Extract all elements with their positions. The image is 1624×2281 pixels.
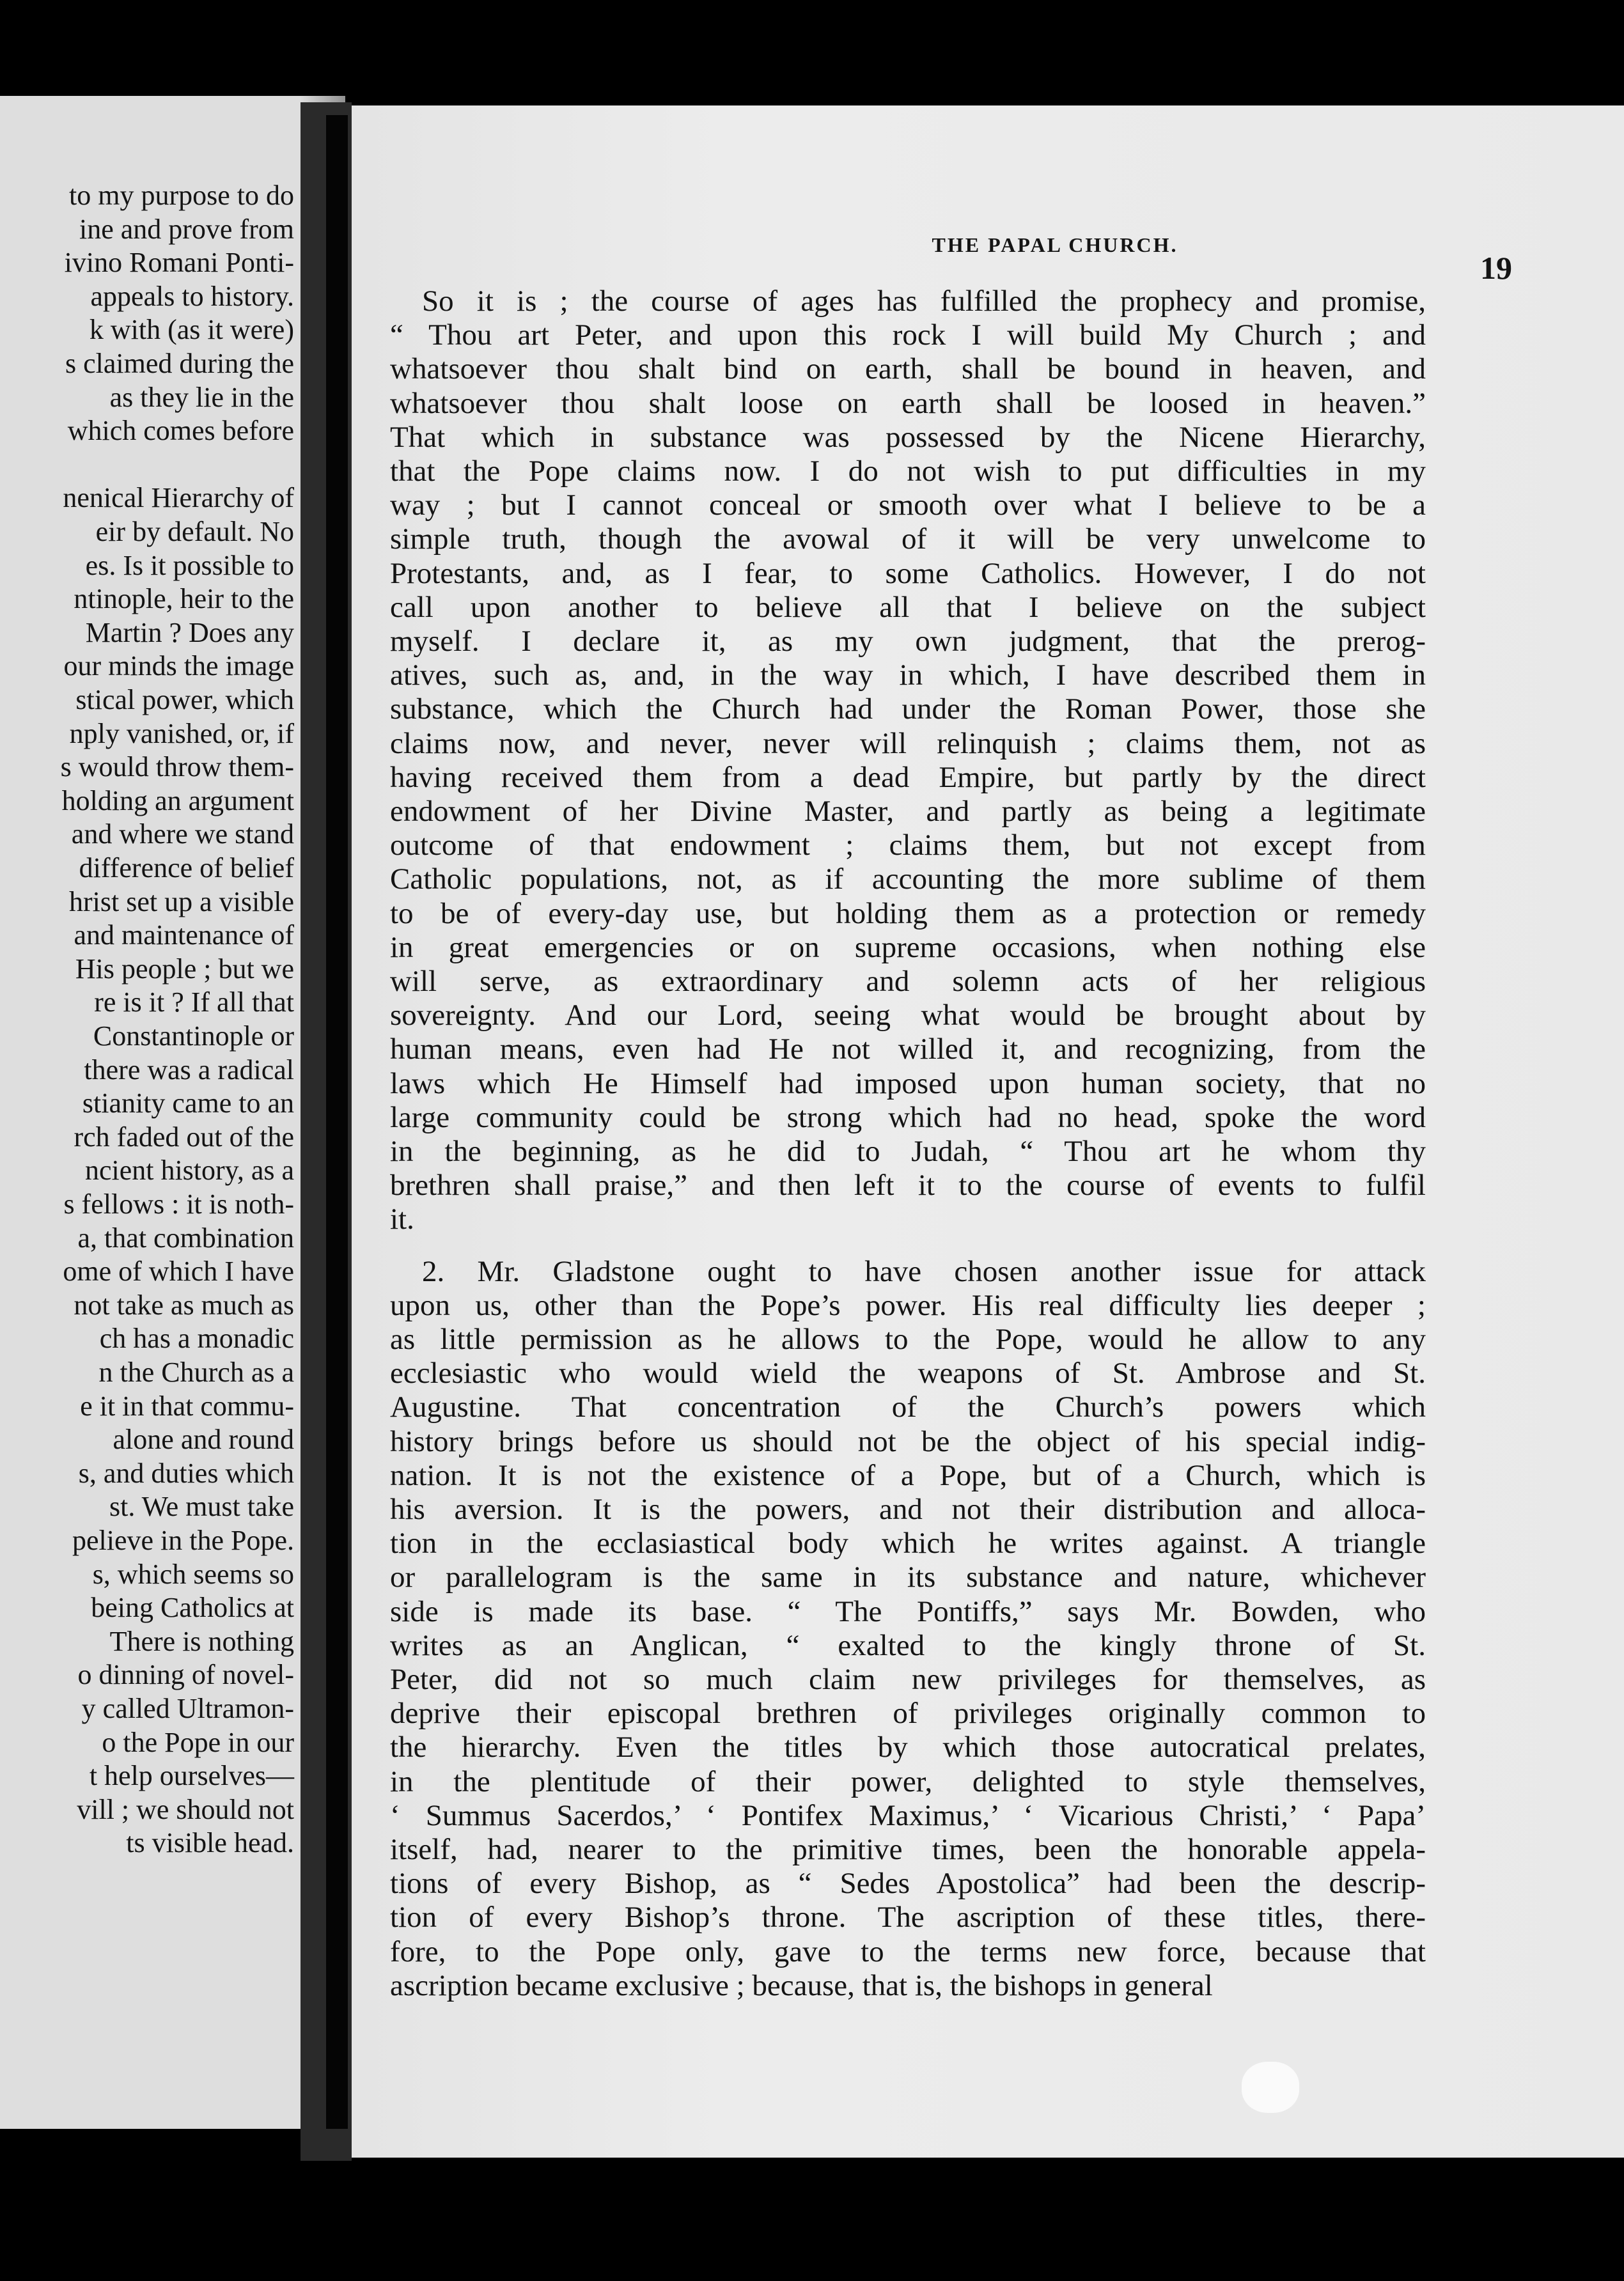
right-text-line: as little permission as he allows to the Pope, would he allow to any bbox=[390, 1323, 1426, 1356]
right-text-line: will serve, as extraordinary and solemn acts of her religious bbox=[390, 965, 1426, 998]
left-text-line: s fellows : it is noth- bbox=[63, 1188, 294, 1220]
left-text-line: appeals to history. bbox=[90, 280, 294, 312]
left-text-line: n the Church as a bbox=[98, 1357, 294, 1388]
running-head: THE PAPAL CHURCH. bbox=[932, 233, 1178, 256]
left-text-line: s claimed during the bbox=[65, 348, 294, 379]
left-text-line: ntinople, heir to the bbox=[74, 583, 294, 615]
left-text-line: nply vanished, or, if bbox=[69, 717, 294, 749]
left-text-line: a, that combination bbox=[77, 1222, 294, 1254]
right-text-line: large community could be strong which had no head, spoke the word bbox=[390, 1100, 1426, 1134]
right-text-line: call upon another to believe all that I believe on the subject bbox=[390, 590, 1426, 624]
left-text-line: which comes before bbox=[67, 415, 294, 447]
left-text-line: and maintenance of bbox=[74, 919, 294, 951]
left-text-line: holding an argument bbox=[61, 784, 294, 816]
left-text-line: ome of which I have bbox=[63, 1256, 294, 1288]
right-text-line: atives, such as, and, in the way in which, I have described them in bbox=[390, 658, 1426, 692]
right-text-line: in great emergencies or on supreme occasions, when nothing else bbox=[390, 930, 1426, 964]
right-text-line: endowment of her Divine Master, and partly as being a legitimate bbox=[390, 795, 1426, 828]
right-text-line: itself, had, nearer to the primitive times, been the honorable appela- bbox=[390, 1833, 1426, 1866]
left-text-line: eir by default. No bbox=[95, 516, 294, 547]
left-text-line: s, which seems so bbox=[92, 1558, 294, 1590]
right-text-line: writes as an Anglican, “ exalted to the kingly throne of St. bbox=[390, 1628, 1426, 1662]
left-text-line: es. Is it possible to bbox=[85, 549, 294, 581]
right-text-line: So it is ; the course of ages has fulfilled the prophecy and promise, bbox=[422, 284, 1426, 318]
right-text-line: Protestants, and, as I fear, to some Catholics. However, I do not bbox=[390, 556, 1426, 590]
left-text-line: rch faded out of the bbox=[74, 1121, 294, 1153]
left-text-line: there was a radical bbox=[84, 1054, 294, 1086]
right-text-line: having received them from a dead Empire, but partly by the direct bbox=[390, 760, 1426, 794]
left-text-line: nenical Hierarchy of bbox=[63, 482, 294, 514]
left-page bbox=[0, 96, 345, 2129]
right-text-line: human means, even had He not willed it, and recognizing, from the bbox=[390, 1032, 1426, 1066]
left-text-line: s, and duties which bbox=[78, 1457, 294, 1489]
right-text-line: way ; but I cannot conceal or smooth over what I believe to be a bbox=[390, 488, 1426, 522]
right-text-line: Augustine. That concentration of the Church’s powers which bbox=[390, 1390, 1426, 1424]
right-text-line: Peter, did not so much claim new privileges for themselves, as bbox=[390, 1663, 1426, 1696]
right-text-line: it. bbox=[390, 1203, 414, 1236]
ink-blot bbox=[1242, 2062, 1299, 2113]
right-text-line: tions of every Bishop, as “ Sedes Apostolica” had been the descrip- bbox=[390, 1867, 1426, 1901]
right-text-line: deprive their episcopal brethren of privileges originally common to bbox=[390, 1697, 1426, 1731]
right-text-line: myself. I declare it, as my own judgment, that the prerog- bbox=[390, 625, 1426, 658]
left-text-line: stianity came to an bbox=[82, 1087, 294, 1119]
left-text-line: as they lie in the bbox=[109, 381, 294, 413]
left-text-line: being Catholics at bbox=[91, 1592, 294, 1624]
left-text-line: difference of belief bbox=[79, 852, 294, 884]
left-text-line: y called Ultramon- bbox=[81, 1693, 294, 1724]
left-text-line: re is it ? If all that bbox=[94, 986, 294, 1018]
right-text-line: that the Pope claims now. I do not wish to put difficulties in my bbox=[390, 455, 1426, 488]
right-text-line: “ Thou art Peter, and upon this rock I will build My Church ; and bbox=[390, 318, 1426, 352]
left-text-line: vill ; we should not bbox=[77, 1793, 294, 1825]
left-text-line: ine and prove from bbox=[79, 213, 294, 245]
left-text-line: o dinning of novel- bbox=[77, 1659, 294, 1691]
right-text-line: side is made its base. “ The Pontiffs,” says Mr. Bowden, who bbox=[390, 1594, 1426, 1628]
left-text-line: our minds the image bbox=[63, 650, 294, 682]
left-text-line: k with (as it were) bbox=[89, 314, 294, 346]
right-text-line: to be of every-day use, but holding them as a protection or remedy bbox=[390, 896, 1426, 930]
right-text-line: simple truth, though the avowal of it will be very unwelcome to bbox=[390, 522, 1426, 556]
left-text-line: s would throw them- bbox=[60, 751, 294, 783]
left-text-line: ts visible head. bbox=[126, 1827, 294, 1859]
right-text-line: Catholic populations, not, as if accounting the more sublime of them bbox=[390, 862, 1426, 896]
right-text-line: tion of every Bishop’s throne. The ascription of these titles, there- bbox=[390, 1901, 1426, 1935]
gutter-dark-bar bbox=[326, 115, 348, 2129]
right-text-line: whatsoever thou shalt loose on earth shall be loosed in heaven.” bbox=[390, 386, 1426, 420]
right-text-line: ascription became exclusive ; because, that is, the bishops in general bbox=[390, 1968, 1213, 2002]
left-text-line: Martin ? Does any bbox=[85, 616, 294, 648]
left-text-line: st. We must take bbox=[109, 1491, 294, 1523]
left-text-line: ncient history, as a bbox=[84, 1155, 294, 1187]
right-text-line: tion in the ecclasiastical body which he writes against. A triangle bbox=[390, 1527, 1426, 1561]
left-text-line: alone and round bbox=[113, 1424, 294, 1456]
left-text-line: t help ourselves— bbox=[89, 1760, 294, 1792]
left-text-line: ivino Romani Ponti- bbox=[64, 247, 294, 279]
left-text-line: Constantinople or bbox=[93, 1020, 294, 1052]
right-text-line: fore, to the Pope only, gave to the terms new force, because that bbox=[390, 1935, 1426, 1968]
left-text-line: His people ; but we bbox=[75, 953, 294, 985]
right-text-line: ‘ Summus Sacerdos,’ ‘ Pontifex Maximus,’ ‘ Vicarious Christi,’ ‘ Papa’ bbox=[390, 1798, 1426, 1832]
left-text-line: pelieve in the Pope. bbox=[72, 1525, 294, 1556]
left-text-line: e it in that commu- bbox=[80, 1390, 294, 1422]
left-text-line: to my purpose to do bbox=[69, 180, 294, 211]
right-text-line: in the beginning, as he did to Judah, “ Thou art he whom thy bbox=[390, 1135, 1426, 1168]
right-text-line: upon us, other than the Pope’s power. His real difficulty lies deeper ; bbox=[390, 1288, 1426, 1322]
right-text-line: sovereignty. And our Lord, seeing what would be brought about by bbox=[390, 999, 1426, 1032]
left-text-line: o the Pope in our bbox=[102, 1726, 294, 1758]
left-text-line: not take as much as bbox=[74, 1289, 294, 1321]
left-text-line: ch has a monadic bbox=[99, 1323, 294, 1355]
right-text-line: his aversion. It is the powers, and not their distribution and alloca- bbox=[390, 1493, 1426, 1526]
right-text-line: or parallelogram is the same in its substance and nature, whichever bbox=[390, 1561, 1426, 1594]
page-number: 19 bbox=[1480, 250, 1512, 286]
right-text-line: whatsoever thou shalt bind on earth, shall be bound in heaven, and bbox=[390, 352, 1426, 386]
right-text-line: in the plentitude of their power, delighted to style themselves, bbox=[390, 1764, 1426, 1798]
right-text-line: brethren shall praise,” and then left it to the course of events to fulfil bbox=[390, 1169, 1426, 1203]
left-text-line: stical power, which bbox=[75, 684, 294, 715]
right-page bbox=[352, 105, 1624, 2158]
left-text-line: hrist set up a visible bbox=[69, 885, 294, 917]
right-text-line: nation. It is not the existence of a Pope, but of a Church, which is bbox=[390, 1458, 1426, 1492]
left-text-line: and where we stand bbox=[71, 818, 294, 850]
right-text-line: outcome of that endowment ; claims them, but not except from bbox=[390, 829, 1426, 862]
right-text-line: laws which He Himself had imposed upon human society, that no bbox=[390, 1066, 1426, 1100]
left-text-line: There is nothing bbox=[109, 1625, 294, 1657]
right-text-line: 2. Mr. Gladstone ought to have chosen another issue for attack bbox=[422, 1254, 1426, 1288]
right-text-line: ecclesiastic who would wield the weapons of St. Ambrose and St. bbox=[390, 1357, 1426, 1390]
right-text-line: claims now, and never, never will relinquish ; claims them, not as bbox=[390, 726, 1426, 760]
right-text-line: substance, which the Church had under the Roman Power, those she bbox=[390, 692, 1426, 726]
right-text-line: history brings before us should not be the object of his special indig- bbox=[390, 1424, 1426, 1458]
right-text-line: the hierarchy. Even the titles by which those autocratical prelates, bbox=[390, 1731, 1426, 1764]
right-text-line: That which in substance was possessed by the Nicene Hierarchy, bbox=[390, 420, 1426, 454]
